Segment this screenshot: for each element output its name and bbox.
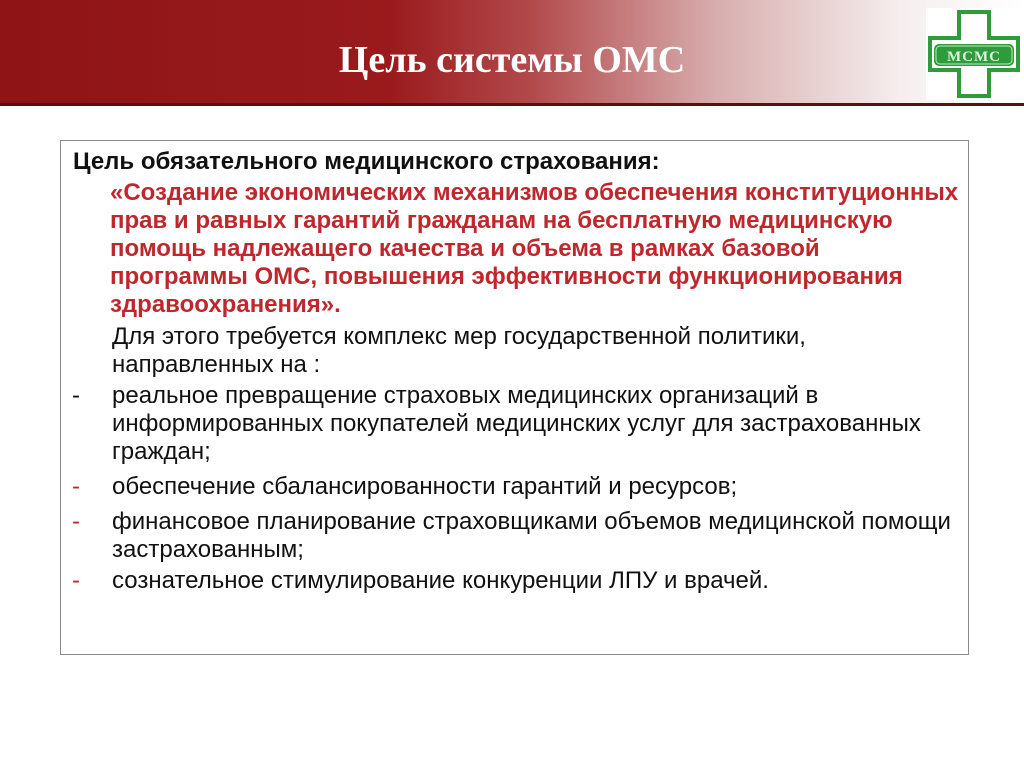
content-box [60,140,969,655]
list-item-text: обеспечение сбалансированности гарантий и ресурсов; [112,473,738,500]
intro-text: Для этого требуется комплекс мер государственной политики, направленных на : [112,323,806,378]
green-cross-icon [926,8,1022,100]
bullet-marker: - [72,382,80,409]
goal-quote: «Создание экономических механизмов обеспечения конституционных прав и равных гарантий гражданам на бесплатную медицинскую помощь надлежащего качества и объема в рамках базовой программы ОМС, повышения эффективности функционирования здравоохранения». [110,179,959,318]
goal-heading: Цель обязательного медицинского страхования: [73,148,660,175]
bullet-marker: - [72,567,80,594]
list-item-text: сознательное стимулирование конкуренции ЛПУ и врачей. [112,567,769,594]
header-divider [0,103,1024,106]
bullet-marker: - [72,508,80,535]
logo-text: МСМС [947,49,1001,65]
omc-logo [926,8,1022,100]
list-item-text: реальное превращение страховых медицинских организаций в информированных покупателей медицинских услуг для застрахованных граждан; [112,382,921,465]
slide-title: Цель системы ОМС [338,39,686,81]
bullet-marker: - [72,473,80,500]
list-item-text: финансовое планирование страховщиками объемов медицинской помощи застрахованным; [112,508,951,563]
